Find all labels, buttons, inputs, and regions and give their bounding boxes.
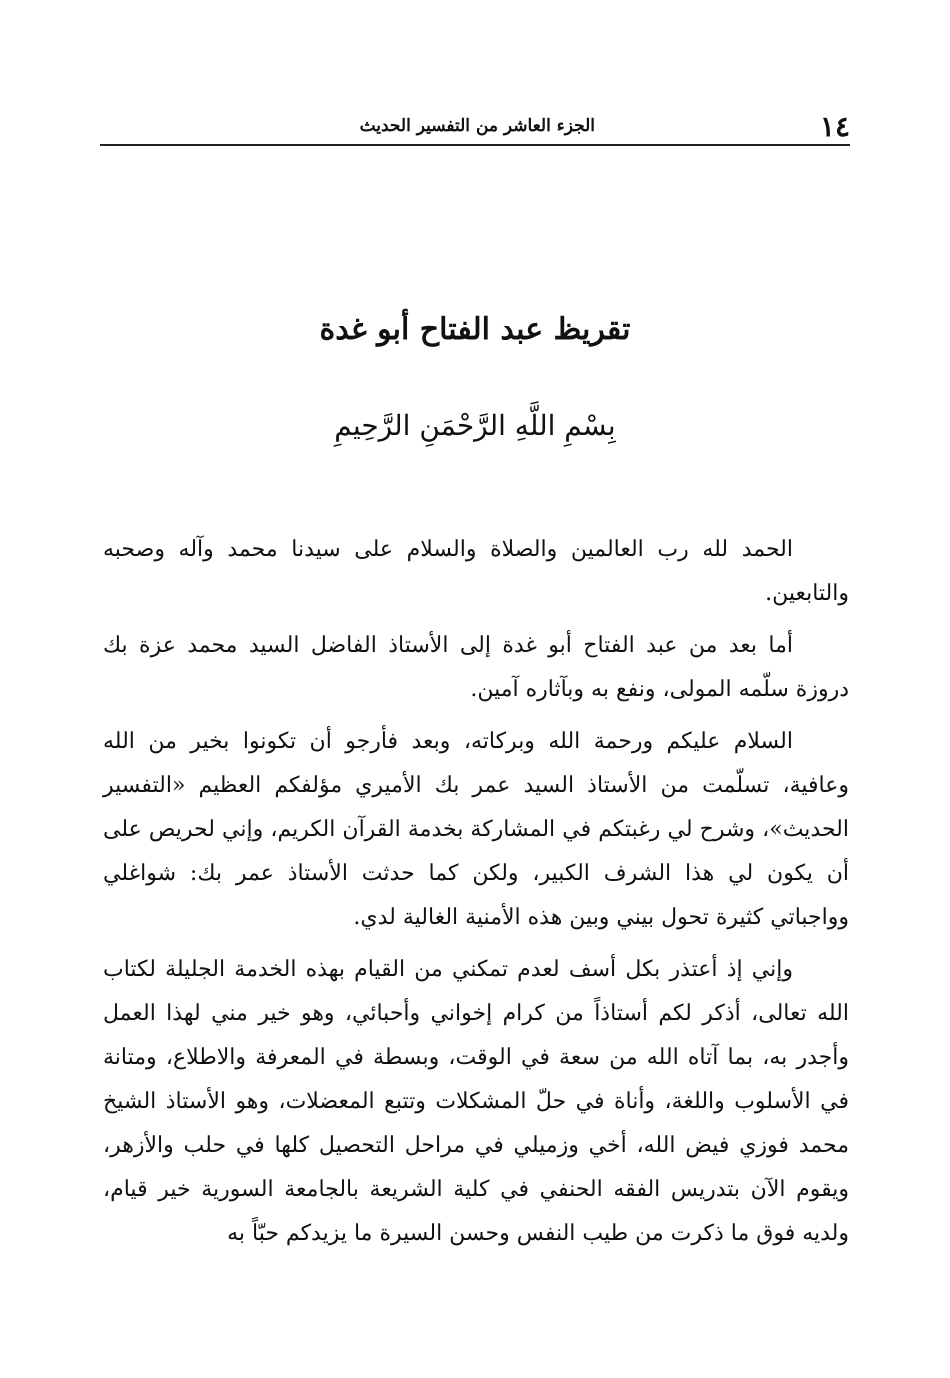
paragraph-greeting: السلام عليكم ورحمة الله وبركاته، وبعد فأرجو أن تكونوا بخير من الله وعافية، تسلّمت من الأستاذ السيد عمر بك الأميري مؤلفكم العظيم «التفسير الحديث»، وشرح لي رغبتكم في المشاركة بخدمة القرآن الكريم، وإني لحريص على أن يكون لي هذا الشرف الكبير، ولكن كما حدثت الأستاذ عمر بك: شواغلي وواجباتي كثيرة تحول بيني وبين هذه الأمنية الغالية لدي. — [103, 729, 849, 930]
paragraph-opening: الحمد لله رب العالمين والصلاة والسلام على سيدنا محمد وآله وصحبه والتابعين. — [103, 537, 849, 606]
running-title: الجزء العاشر من التفسير الحديث — [359, 116, 595, 136]
header-divider — [100, 144, 850, 146]
page-number: ١٤ — [819, 110, 850, 143]
paragraph-recommendation: وإني إذ أعتذر بكل أسف لعدم تمكني من القيام بهذه الخدمة الجليلة لكتاب الله تعالى، أذكر لكم أستاذاً من كرام إخواني وأحبائي، وهو خير مني لهذا العمل وأجدر به، بما آتاه الله من سعة في الوقت، وبسطة في المعرفة والاطلاع، ومتانة في الأسلوب واللغة، وأناة في حلّ المشكلات وتتبع المعضلات، وهو الأستاذ الشيخ محمد فوزي فيض الله، أخي وزميلي في مراحل التحصيل كلها في حلب والأزهر، ويقوم الآن بتدريس الفقه الحنفي في كلية الشريعة بالجامعة السورية خير قيام، ولديه فوق ما ذكرت من طيب النفس وحسن السيرة ما يزيدكم حبّاً به — [103, 957, 849, 1246]
basmala: بِسْمِ اللَّهِ الرَّحْمَنِ الرَّحِيمِ — [334, 409, 616, 442]
body-text — [103, 528, 849, 1262]
paragraph-address: أما بعد من عبد الفتاح أبو غدة إلى الأستاذ الفاضل السيد محمد عزة بك دروزة سلّمه المولى، ونفع به وبآثاره آمين. — [103, 633, 849, 702]
page-header — [100, 104, 850, 146]
section-title: تقريظ عبد الفتاح أبو غدة — [319, 312, 631, 347]
